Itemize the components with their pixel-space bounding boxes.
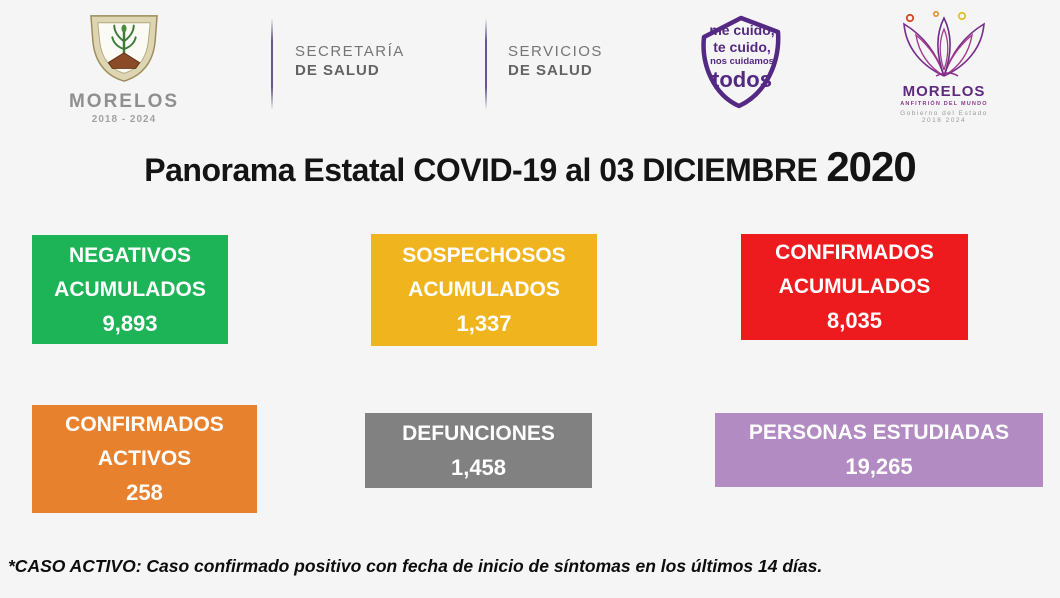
secretaria-line2: DE SALUD	[295, 62, 380, 79]
header-divider	[271, 18, 273, 110]
stat-label: DEFUNCIONES	[402, 421, 555, 445]
badge-line2: te cuido,	[713, 39, 771, 55]
badge-line4: todos	[712, 67, 772, 92]
state-logo-name: MORELOS	[902, 83, 986, 100]
stat-label: SOSPECHOSOS	[402, 244, 566, 267]
state-logo-years: 2018 2024	[921, 117, 967, 124]
care-pledge-badge	[686, 6, 792, 116]
badge-line3: nos cuidamos	[710, 56, 774, 67]
stat-label: ACUMULADOS	[408, 278, 560, 301]
page-title-year: 2020	[826, 143, 916, 190]
stat-value: 258	[126, 480, 163, 505]
caso-activo-footnote: *CASO ACTIVO: Caso confirmado positivo con fecha de inicio de síntomas en los últimos 14 días.	[8, 556, 823, 576]
stat-card-confirmados-activos	[32, 405, 257, 513]
stat-label: CONFIRMADOS	[65, 413, 224, 436]
stat-value: 1,458	[450, 454, 507, 480]
stat-value: 19,265	[845, 454, 913, 479]
servicios-line1: SERVICIOS	[508, 43, 603, 60]
stat-label: CONFIRMADOS	[775, 241, 934, 264]
servicios-salud-logo	[508, 43, 603, 79]
stat-label: ACUMULADOS	[54, 277, 206, 301]
stat-label: PERSONAS ESTUDIADAS	[748, 421, 1010, 444]
stat-value: 9,893	[102, 310, 158, 336]
stat-card-confirmados-acumulados	[741, 234, 968, 340]
stat-card-sospechosos-acumulados	[371, 234, 597, 346]
page-title-text: Panorama Estatal COVID-19 al 03 DICIEMBRE	[144, 152, 818, 188]
state-logo-block	[891, 10, 997, 124]
stat-label: NEGATIVOS	[68, 243, 192, 267]
state-logo-gov: Gobierno del Estado	[900, 110, 988, 117]
badge-line1: me cuido,	[709, 22, 775, 38]
stat-card-defunciones	[365, 413, 592, 488]
stat-value: 8,035	[826, 308, 883, 333]
secretaria-line1: SECRETARÍA	[295, 43, 405, 60]
secretaria-salud-logo	[295, 43, 405, 79]
stat-card-negativos-acumulados	[32, 235, 228, 344]
lotus-flower-icon	[892, 67, 996, 84]
state-logo-tagline: ANFITRIÓN DEL MUNDO	[900, 101, 988, 107]
header-divider	[485, 18, 487, 110]
stat-label: ACTIVOS	[97, 447, 192, 470]
stat-card-personas-estudiadas	[715, 413, 1043, 487]
page-title	[0, 143, 1060, 191]
care-pledge-text	[703, 22, 781, 91]
servicios-line2: DE SALUD	[508, 62, 593, 79]
stat-label: ACUMULADOS	[778, 275, 931, 298]
stat-value: 1,337	[456, 311, 512, 336]
coat-of-arms-block	[68, 12, 180, 125]
coat-of-arms-label: MORELOS	[68, 91, 180, 112]
coat-of-arms-years: 2018 - 2024	[91, 114, 157, 125]
coat-of-arms-icon	[84, 71, 164, 88]
